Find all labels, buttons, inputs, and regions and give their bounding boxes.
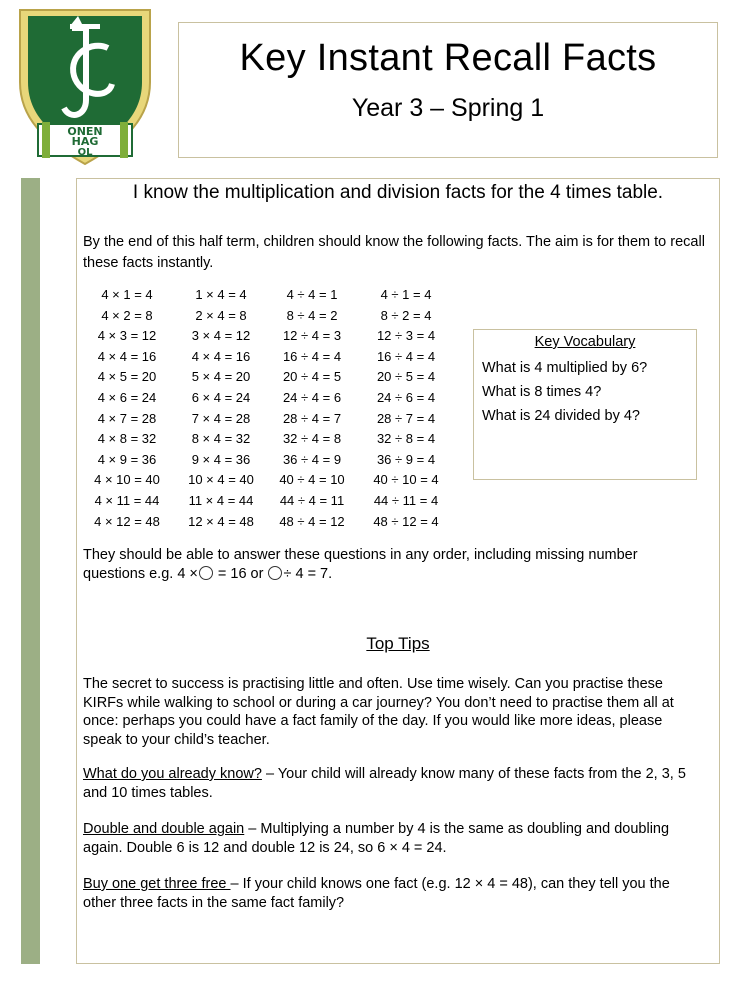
any-order-text: They should be able to answer these questions in any order, including missing number questions e.g. 4 × [83, 547, 638, 582]
fact-item: 4 ÷ 4 = 1 [286, 287, 338, 302]
fact-item: 4 × 10 = 40 [94, 472, 160, 488]
section-heading: I know the multiplication and division facts for the 4 times table. [132, 182, 664, 203]
page-title: Key Instant Recall Facts [239, 37, 657, 79]
fact-item: 12 × 4 = 48 [188, 513, 254, 529]
fact-item: 32 ÷ 4 = 8 [282, 431, 342, 447]
decorative-side-bar [21, 178, 40, 964]
missing-number-circle-icon [268, 566, 282, 580]
fact-item: 4 × 4 = 16 [191, 348, 251, 364]
fact-item: 2 × 4 = 8 [195, 307, 247, 323]
facts-column-multiply-4-first [89, 285, 165, 532]
fact-item: 7 × 4 = 28 [191, 410, 251, 426]
key-vocabulary-title: Key Vocabulary [534, 334, 636, 350]
top-tips-title: Top Tips [366, 634, 430, 653]
fact-item: 8 ÷ 2 = 4 [380, 307, 432, 323]
fact-item: 4 × 2 = 8 [101, 307, 153, 323]
facts-column-multiply-4-second [181, 285, 261, 532]
tip-label: What do you already know? [83, 766, 262, 782]
fact-item: 40 ÷ 4 = 10 [279, 472, 345, 488]
fact-item: 12 ÷ 3 = 4 [376, 328, 436, 344]
fact-item: 16 ÷ 4 = 4 [376, 348, 436, 364]
fact-item: 4 × 4 = 16 [97, 348, 157, 364]
fact-item: 4 × 6 = 24 [97, 389, 157, 405]
school-crest-logo [12, 4, 158, 169]
fact-item: 8 ÷ 4 = 2 [286, 307, 338, 323]
fact-item: 8 × 4 = 32 [191, 431, 251, 447]
vocab-question: What is 24 divided by 4? [482, 408, 640, 424]
fact-item: 24 ÷ 6 = 4 [376, 389, 436, 405]
missing-number-circle-icon [199, 566, 213, 580]
tip-text: – Your child will already know many of these facts from the 2, 3, 5 and 10 times tables. [83, 766, 686, 801]
fact-item: 4 × 9 = 36 [97, 451, 157, 467]
title-box [178, 22, 718, 158]
fact-item: 4 ÷ 1 = 4 [380, 287, 432, 302]
tip-text: – If your child knows one fact (e.g. 12 × 4 = 48), can they tell you the other three facts in the same fact family? [83, 876, 670, 911]
tip-paragraph [83, 820, 695, 857]
fact-item: 11 × 4 = 44 [188, 492, 254, 508]
crest-motto-line2: HAG [71, 135, 99, 148]
fact-item: 20 ÷ 5 = 4 [376, 369, 436, 385]
fact-item: 5 × 4 = 20 [191, 369, 251, 385]
fact-item: 24 ÷ 4 = 6 [282, 389, 342, 405]
vocab-question: What is 4 multiplied by 6? [482, 360, 648, 376]
tip-paragraph: The secret to success is practising little and often. Use time wisely. Can you practise these KIRFs while walking to school or during a car journey? You don’t need to practise them all at once: perhaps you could have a fact family of the day. If you would like more ideas, please speak to your child’s teacher. [83, 676, 674, 748]
fact-item: 44 ÷ 11 = 4 [373, 492, 439, 508]
fact-item: 44 ÷ 4 = 11 [279, 492, 345, 508]
fact-item: 16 ÷ 4 = 4 [282, 348, 342, 364]
fact-item: 4 × 7 = 28 [97, 410, 157, 426]
fact-item: 28 ÷ 4 = 7 [282, 410, 342, 426]
key-vocabulary-box [473, 329, 697, 480]
fact-item: 36 ÷ 4 = 9 [282, 451, 342, 467]
fact-item: 4 × 5 = 20 [97, 369, 157, 385]
facts-column-divide-equals-4 [367, 285, 445, 532]
fact-item: 4 × 12 = 48 [94, 513, 160, 529]
fact-item: 9 × 4 = 36 [191, 451, 251, 467]
fact-item: 4 × 3 = 12 [97, 328, 157, 344]
intro-paragraph: By the end of this half term, children should know the following facts. The aim is for them to recall these facts instantly. [83, 234, 705, 271]
page-subtitle: Year 3 – Spring 1 [351, 94, 545, 122]
fact-item: 1 × 4 = 4 [195, 287, 247, 302]
main-content-box [76, 178, 720, 964]
fact-item: 40 ÷ 10 = 4 [373, 472, 439, 488]
fact-item: 6 × 4 = 24 [191, 389, 251, 405]
fact-item: 4 × 11 = 44 [94, 492, 160, 508]
fact-item: 48 ÷ 4 = 12 [279, 513, 345, 529]
any-order-text: ÷ 4 = 7. [283, 565, 333, 582]
fact-item: 48 ÷ 12 = 4 [373, 513, 439, 529]
vocab-question: What is 8 times 4? [482, 384, 602, 400]
fact-item: 20 ÷ 4 = 5 [282, 369, 342, 385]
crest-motto-line1: ONEN [67, 125, 103, 138]
tip-paragraph [83, 765, 695, 802]
fact-item: 32 ÷ 8 = 4 [376, 431, 436, 447]
fact-item: 4 × 1 = 4 [101, 287, 153, 302]
fact-item: 10 × 4 = 40 [188, 472, 254, 488]
facts-column-divide-by-4 [273, 285, 351, 532]
any-order-paragraph [83, 546, 695, 583]
fact-item: 4 × 8 = 32 [97, 431, 157, 447]
fact-item: 12 ÷ 4 = 3 [282, 328, 342, 344]
fact-item: 36 ÷ 9 = 4 [376, 451, 436, 467]
any-order-text: = 16 or [217, 565, 264, 582]
tip-paragraph [83, 875, 695, 912]
tip-label: Buy one get three free [83, 876, 231, 892]
fact-item: 3 × 4 = 12 [191, 328, 251, 344]
fact-item: 28 ÷ 7 = 4 [376, 410, 436, 426]
tip-text: – Multiplying a number by 4 is the same as doubling and doubling again. Double 6 is 12 and double 12 is 24, so 6 × 4 = 24. [83, 821, 670, 856]
crest-motto-line3: OL [77, 147, 93, 158]
tip-label: Double and double again [83, 821, 245, 837]
